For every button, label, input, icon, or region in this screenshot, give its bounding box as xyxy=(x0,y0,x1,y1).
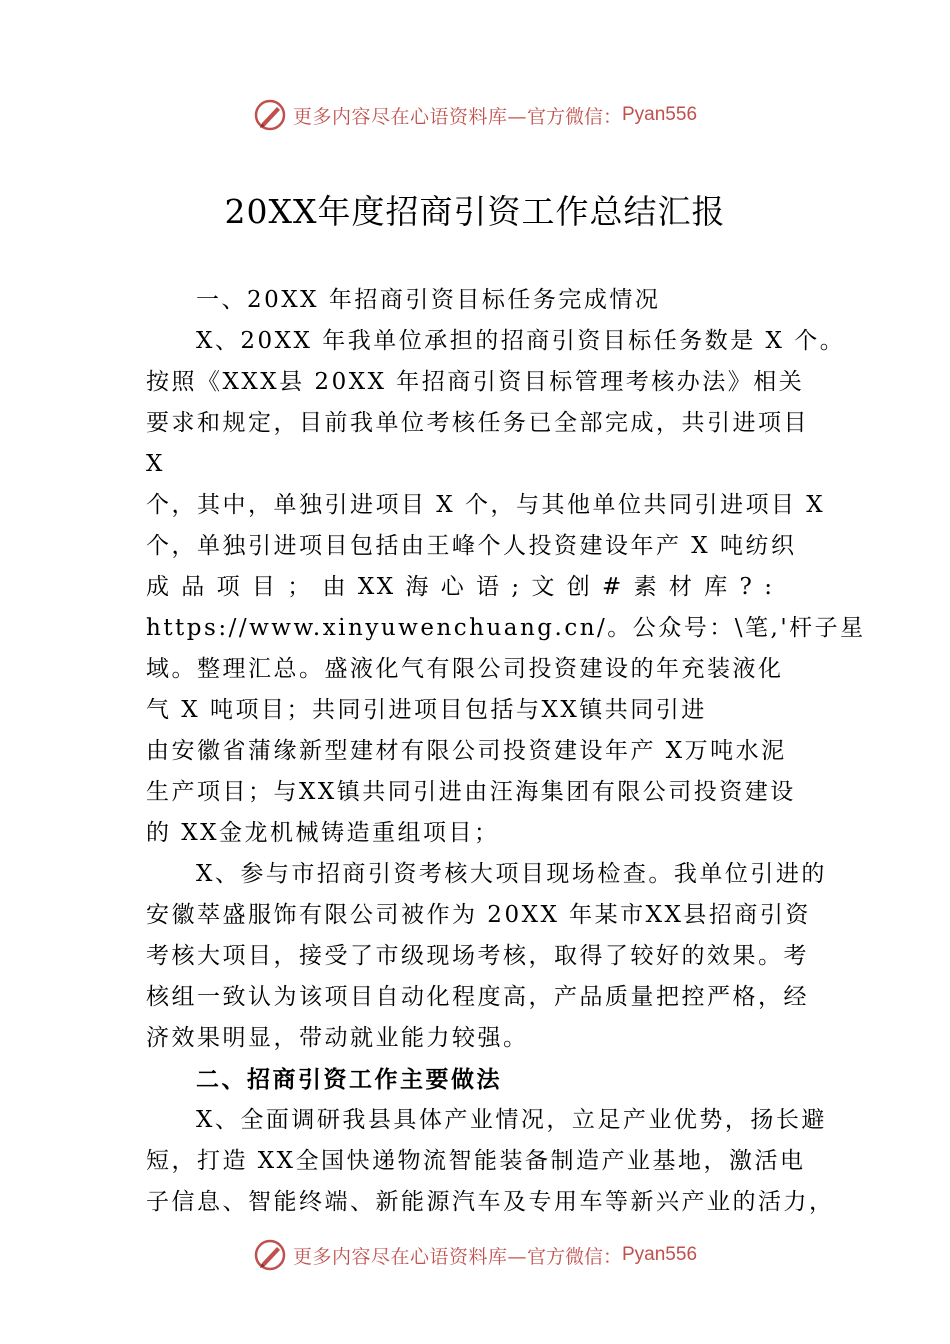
paragraph-line: 生产项目；与XX镇共同引进由汪海集团有限公司投资建设 xyxy=(146,779,796,805)
section-heading-2: 二、招商引资工作主要做法 xyxy=(196,1066,502,1093)
paragraph-line: 安徽萃盛服饰有限公司被作为 20XX 年某市XX县招商引资 xyxy=(146,902,811,928)
document-title: 20XX年度招商引资工作总结汇报 xyxy=(224,192,726,231)
paragraph-line: 由安徽省蒲缘新型建材有限公司投资建设年产 X万吨水泥 xyxy=(146,738,787,764)
watermark-wechat-label: 官方微信： xyxy=(526,1245,622,1268)
watermark-text: 更多内容尽在心语资料库— xyxy=(292,1245,527,1268)
paragraph-line: 气 X 吨项目；共同引进项目包括与XX镇共同引进 xyxy=(146,697,707,723)
paragraph-line: X、20XX 年我单位承担的招商引资目标任务数是 X 个。 xyxy=(196,328,846,354)
paragraph-line: 要求和规定，目前我单位考核任务已全部完成，共引进项目 xyxy=(146,410,809,436)
paragraph-line: 个，其中，单独引进项目 X 个，与其他单位共同引进项目 X xyxy=(146,492,826,518)
header-watermark xyxy=(0,95,950,135)
paragraph-line: https://www.xinyuwenchuang.cn/。公众号：\笔,'杆子星 xyxy=(146,615,866,641)
footer-watermark xyxy=(0,1235,950,1275)
paragraph-line: 子信息、智能终端、新能源汽车及专用车等新兴产业的活力， xyxy=(146,1189,835,1215)
watermark-wechat-label: 官方微信： xyxy=(526,105,622,128)
paragraph-line: 的 XX金龙机械铸造重组项目； xyxy=(146,820,500,846)
paragraph-line: 济效果明显，带动就业能力较强。 xyxy=(146,1025,529,1051)
paragraph-line: 个，单独引进项目包括由王峰个人投资建设年产 X 吨纺织 xyxy=(146,533,797,559)
watermark-text: 更多内容尽在心语资料库— xyxy=(292,105,527,128)
section-heading-1: 一、20XX 年招商引资目标任务完成情况 xyxy=(196,287,661,313)
paragraph-line: X、全面调研我县具体产业情况，立足产业优势，扬长避 xyxy=(196,1107,827,1133)
pen-logo-icon xyxy=(253,1238,287,1272)
document-body xyxy=(146,280,866,1223)
watermark-wechat-id: Pyan556 xyxy=(622,1244,698,1265)
watermark-wechat-id: Pyan556 xyxy=(622,104,698,125)
paragraph-line: 域。整理汇总。盛液化气有限公司投资建设的年充装液化 xyxy=(146,656,784,682)
paragraph-line: 核组一致认为该项目自动化程度高，产品质量把控严格，经 xyxy=(146,984,809,1010)
paragraph-line: 考核大项目，接受了市级现场考核，取得了较好的效果。考 xyxy=(146,943,809,969)
paragraph-line: X、参与市招商引资考核大项目现场检查。我单位引进的 xyxy=(196,861,827,887)
paragraph-line: 短，打造 XX全国快递物流智能装备制造产业基地，激活电 xyxy=(146,1148,806,1174)
paragraph-line: 成 品 项 目 ； 由 XX 海 心 语 ; 文 创 # 素 材 库 ? : xyxy=(146,574,775,600)
pen-logo-icon xyxy=(253,98,287,132)
paragraph-line: 按照《XXX县 20XX 年招商引资目标管理考核办法》相关 xyxy=(146,369,805,395)
paragraph-line: X xyxy=(146,451,165,477)
